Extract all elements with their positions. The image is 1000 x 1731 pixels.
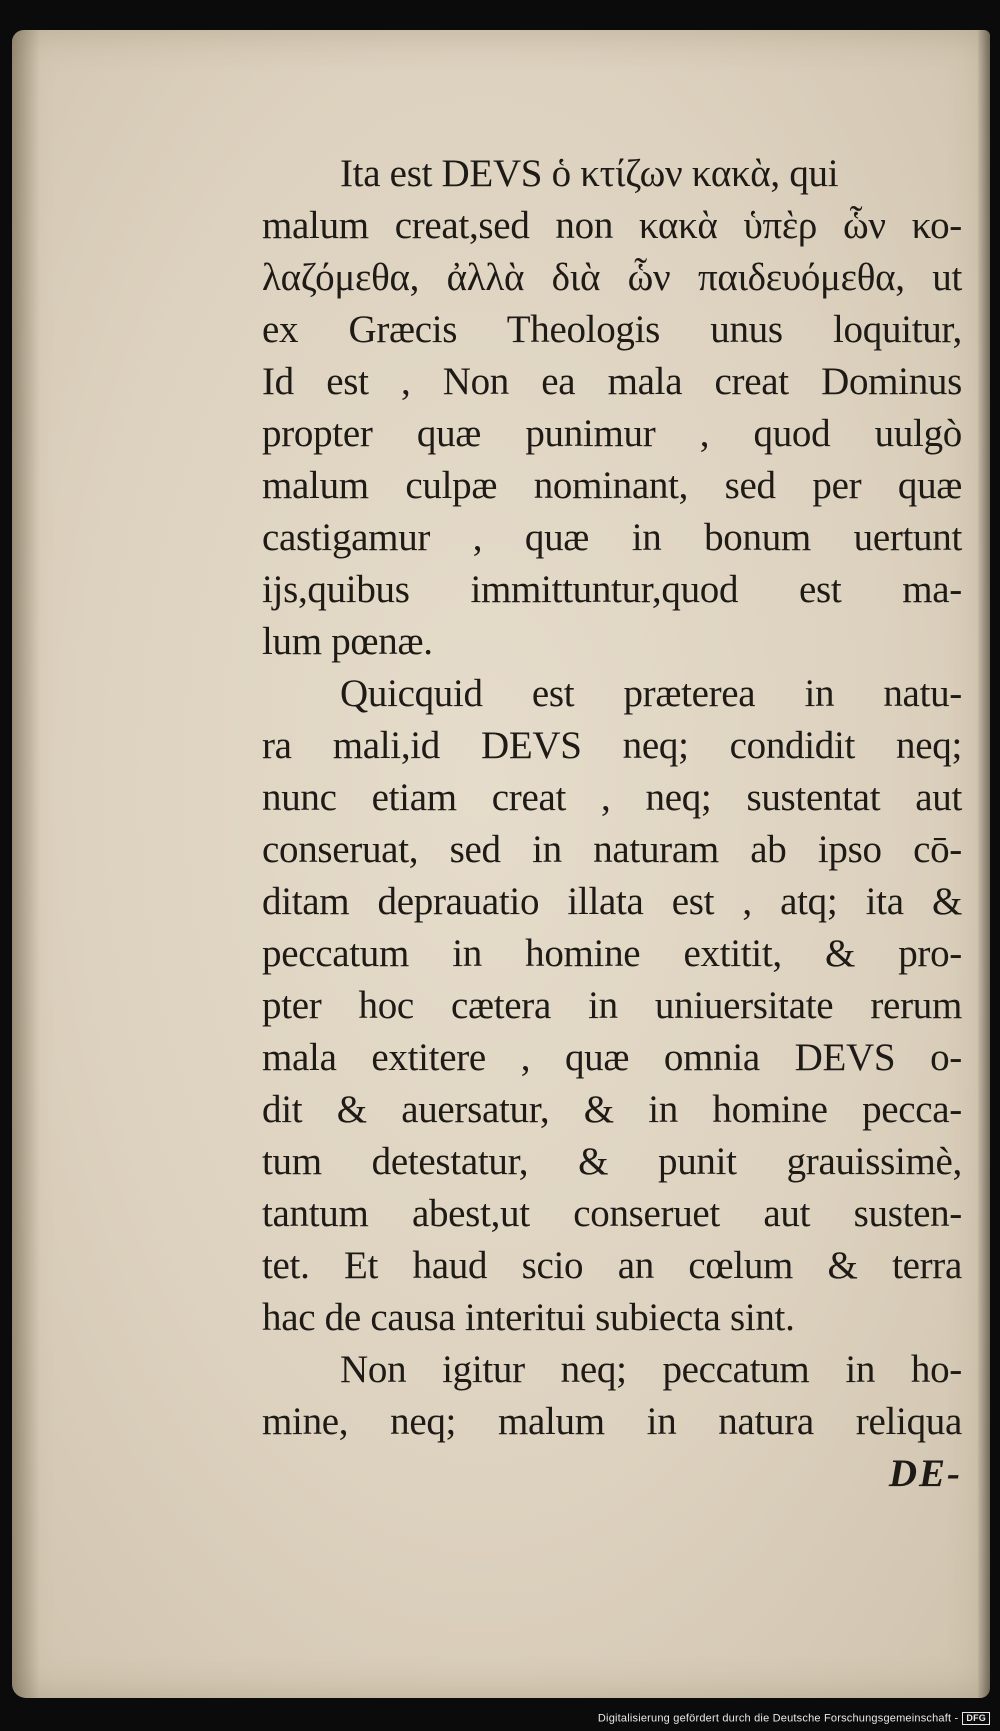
text-line: conseruat, sed in naturam ab ipso cō- — [262, 828, 962, 871]
paragraph-start-line: Non igitur neq; peccatum in ho- — [340, 1348, 962, 1391]
catchword: DE- — [888, 1452, 962, 1495]
text-line: nunc etiam creat , neq; sustentat aut — [262, 776, 962, 819]
text-line: propter quæ punimur , quod uulgò — [262, 412, 962, 455]
text-line: peccatum in homine extitit, & pro- — [262, 932, 962, 975]
text-line: tum detestatur, & punit grauissimè, — [262, 1140, 962, 1183]
digitization-credit — [598, 1712, 990, 1725]
text-line: dit & auersatur, & in homine pecca- — [262, 1088, 962, 1131]
text-line: tet. Et haud scio an cœlum & terra — [262, 1244, 962, 1287]
text-line: mala extitere , quæ omnia DEVS o- — [262, 1036, 962, 1079]
text-line: pter hoc cætera in uniuersitate rerum — [262, 984, 962, 1027]
body-text — [262, 148, 962, 1500]
text-line: hac de causa interitui subiecta sint. — [262, 1296, 795, 1339]
dfg-logo: DFG — [962, 1712, 990, 1725]
text-line: ra mali,id DEVS neq; condidit neq; — [262, 724, 962, 767]
text-line: Id est , Non ea mala creat Dominus — [262, 360, 962, 403]
text-line: malum culpæ nominant, sed per quæ — [262, 464, 962, 507]
text-line: mine, neq; malum in natura reliqua — [262, 1400, 962, 1443]
text-line: ditam deprauatio illata est , atq; ita & — [262, 880, 962, 923]
text-line: ex Græcis Theologis unus loquitur, — [262, 308, 962, 351]
credit-text: Digitalisierung gefördert durch die Deutsche Forschungsgemeinschaft - — [597, 1712, 959, 1725]
text-line: tantum abest,ut conseruet aut susten- — [262, 1192, 962, 1235]
text-line: castigamur , quæ in bonum uertunt — [262, 516, 962, 559]
text-line: Ita est DEVS ὁ κτίζων κακὰ, qui — [340, 152, 839, 195]
paragraph-start-line: Quicquid est præterea in natu- — [340, 672, 962, 715]
text-line: malum creat,sed non κακὰ ὑπὲρ ὧν κο- — [262, 204, 962, 247]
text-line: lum pœnæ. — [262, 620, 433, 663]
text-line: ijs,quibus immittuntur,quod est ma- — [262, 568, 962, 611]
text-line: λαζόμεθα, ἀλλὰ διὰ ὧν παιδευόμεθα, ut — [262, 256, 962, 299]
